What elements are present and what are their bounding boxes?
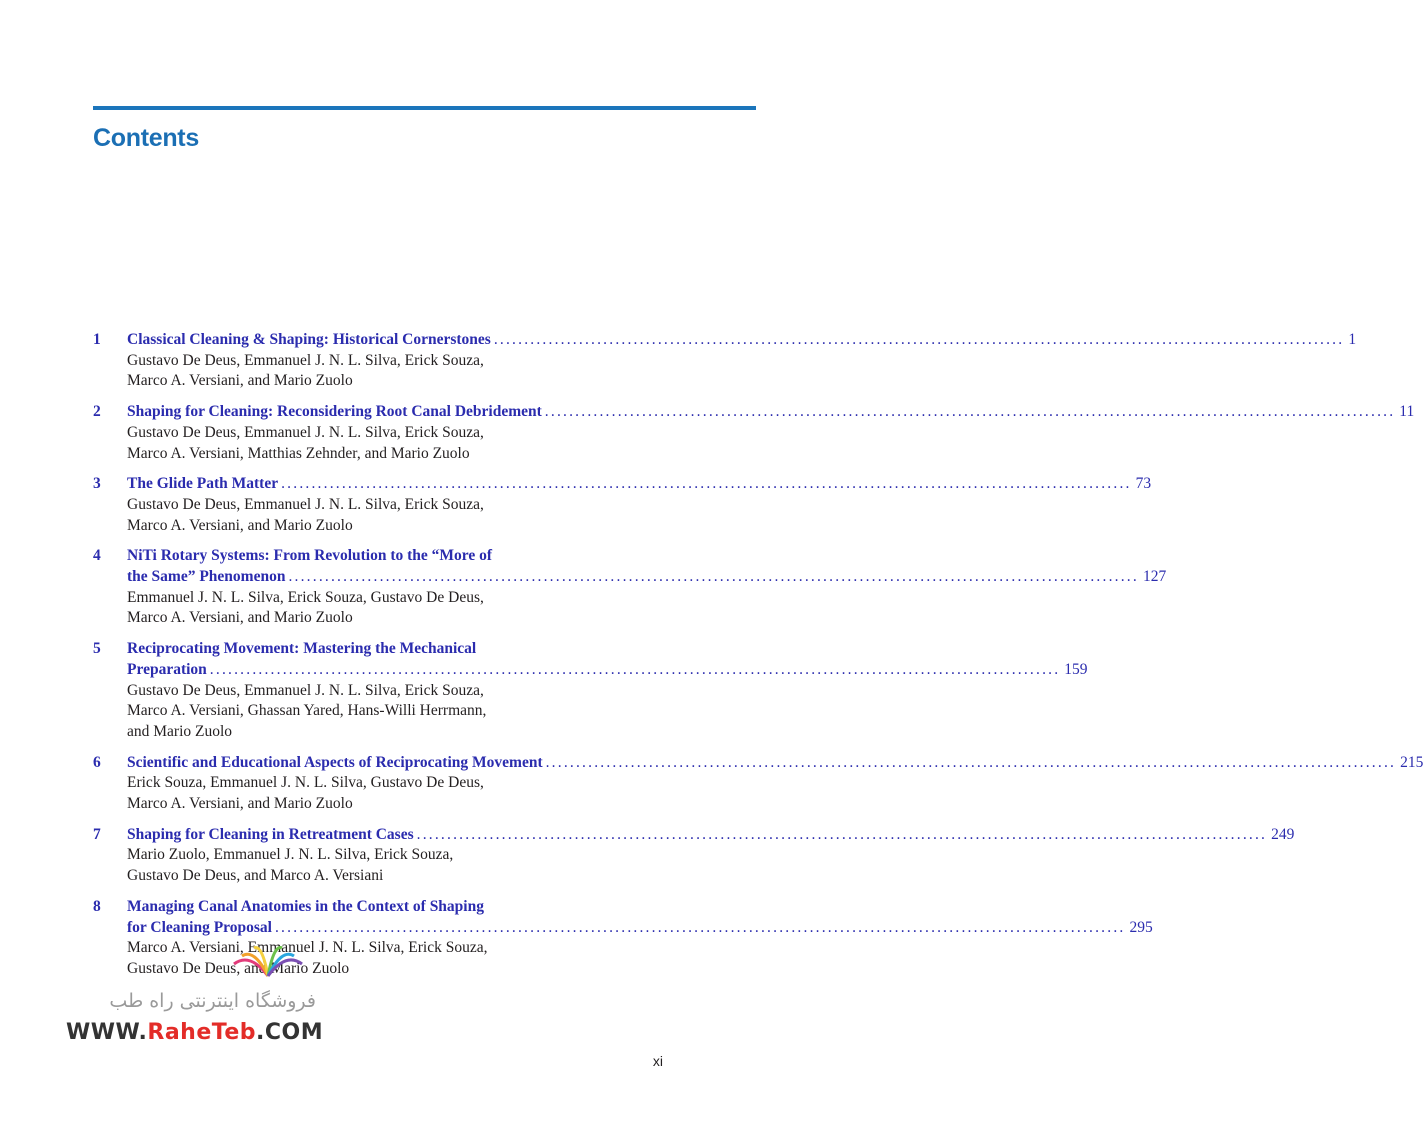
page-number-link[interactable]: 215 <box>1400 753 1423 771</box>
toc-entry[interactable] <box>93 474 1152 536</box>
page-number-link[interactable]: 159 <box>1064 660 1088 678</box>
toc-entry[interactable] <box>93 330 1357 392</box>
toc-entry[interactable] <box>93 753 1423 815</box>
page-number-link[interactable]: 249 <box>1271 825 1295 843</box>
dot-leader: ............................................................................................................................................ <box>545 753 1397 771</box>
toc-entry[interactable] <box>93 546 1167 629</box>
author-line: Marco A. Versiani, and Mario Zuolo <box>127 516 353 534</box>
chapter-title-line[interactable]: Managing Canal Anatomies in the Context of Shaping <box>127 897 484 915</box>
toc-entry[interactable] <box>93 825 1295 887</box>
author-line: Marco A. Versiani, and Mario Zuolo <box>127 372 353 390</box>
top-rule <box>93 106 756 110</box>
chapter-title-link[interactable]: Shaping for Cleaning: Reconsidering Root Canal Debridement <box>127 403 542 421</box>
dot-leader: ............................................................................................................................................ <box>288 568 1139 586</box>
author-line: Gustavo De Deus, Emmanuel J. N. L. Silva, Erick Souza, <box>127 423 484 441</box>
page-number-link[interactable]: 11 <box>1399 403 1415 421</box>
book-logo-icon <box>228 942 308 982</box>
chapter-title-link[interactable]: Shaping for Cleaning in Retreatment Cases <box>127 825 414 843</box>
watermark-url: WWW.RaheTeb.COM <box>66 1020 324 1045</box>
page-number-link[interactable]: 295 <box>1129 918 1153 936</box>
chapter-number: 6 <box>93 753 101 771</box>
chapter-number: 8 <box>93 897 101 915</box>
chapter-number: 7 <box>93 825 101 843</box>
author-line: Mario Zuolo, Emmanuel J. N. L. Silva, Erick Souza, <box>127 846 454 864</box>
chapter-title-line[interactable]: Reciprocating Movement: Mastering the Mechanical <box>127 640 477 658</box>
chapter-number: 1 <box>93 331 101 348</box>
author-line: and Mario Zuolo <box>127 722 233 740</box>
chapter-title-line[interactable]: NiTi Rotary Systems: From Revolution to the “More of <box>127 547 493 565</box>
table-of-contents <box>93 330 1423 990</box>
chapter-title-link[interactable]: Scientific and Educational Aspects of Reciprocating Movement <box>127 753 543 771</box>
chapter-authors <box>127 681 663 743</box>
chapter-number: 4 <box>93 547 101 565</box>
chapter-title-link[interactable]: Classical Cleaning & Shaping: Historical Cornerstones <box>127 331 491 348</box>
chapter-authors <box>127 845 663 886</box>
dot-leader: ............................................................................................................................................ <box>209 660 1061 678</box>
chapter-authors <box>127 773 663 814</box>
chapter-number: 3 <box>93 475 101 493</box>
chapter-title-link[interactable]: The Glide Path Matter <box>127 475 279 493</box>
author-line: Marco A. Versiani, and Mario Zuolo <box>127 609 353 627</box>
page-number-link[interactable]: 127 <box>1142 568 1167 586</box>
chapter-authors <box>127 495 663 536</box>
author-line: Erick Souza, Emmanuel J. N. L. Silva, Gustavo De Deus, <box>127 774 484 792</box>
dot-leader: ............................................................................................................................................ <box>274 918 1126 936</box>
author-line: Gustavo De Deus, and Mario Zuolo <box>127 959 350 977</box>
author-line: Gustavo De Deus, Emmanuel J. N. L. Silva, Erick Souza, <box>127 351 484 369</box>
chapter-number: 5 <box>93 640 101 658</box>
author-line: Emmanuel J. N. L. Silva, Erick Souza, Gustavo De Deus, <box>127 588 484 606</box>
page-number-link[interactable]: 1 <box>1348 331 1357 348</box>
chapter-title-link[interactable]: Preparation <box>127 660 207 678</box>
dot-leader: ............................................................................................................................................ <box>416 825 1268 843</box>
chapter-authors <box>127 423 663 464</box>
author-line: Gustavo De Deus, Emmanuel J. N. L. Silva, Erick Souza, <box>127 495 484 513</box>
chapter-title-link[interactable]: for Cleaning Proposal <box>127 918 272 936</box>
toc-entry[interactable] <box>93 402 1415 464</box>
author-line: Marco A. Versiani, Emmanuel J. N. L. Silva, Erick Souza, <box>127 939 488 957</box>
watermark <box>60 942 330 1052</box>
chapter-authors <box>127 588 663 629</box>
dot-leader: ............................................................................................................................................ <box>281 475 1132 493</box>
dot-leader: ............................................................................................................................................ <box>544 403 1396 421</box>
dot-leader: ............................................................................................................................................ <box>493 331 1345 348</box>
author-line: Marco A. Versiani, Matthias Zehnder, and Mario Zuolo <box>127 444 470 462</box>
watermark-persian-text: فروشگاه اینترنتی راه طب <box>109 990 316 1012</box>
page-title: Contents <box>93 124 199 152</box>
author-line: Marco A. Versiani, Ghassan Yared, Hans-Willi Herrmann, <box>127 702 487 720</box>
chapter-title-link[interactable]: the Same” Phenomenon <box>127 568 286 586</box>
toc-entry[interactable] <box>93 639 1088 743</box>
author-line: Gustavo De Deus, Emmanuel J. N. L. Silva, Erick Souza, <box>127 681 484 699</box>
author-line: Gustavo De Deus, and Marco A. Versiani <box>127 867 384 885</box>
chapter-number: 2 <box>93 403 101 421</box>
page-number-link[interactable]: 73 <box>1135 475 1152 493</box>
author-line: Marco A. Versiani, and Mario Zuolo <box>127 795 353 813</box>
chapter-authors <box>127 351 663 392</box>
page-number: xi <box>652 1053 663 1069</box>
